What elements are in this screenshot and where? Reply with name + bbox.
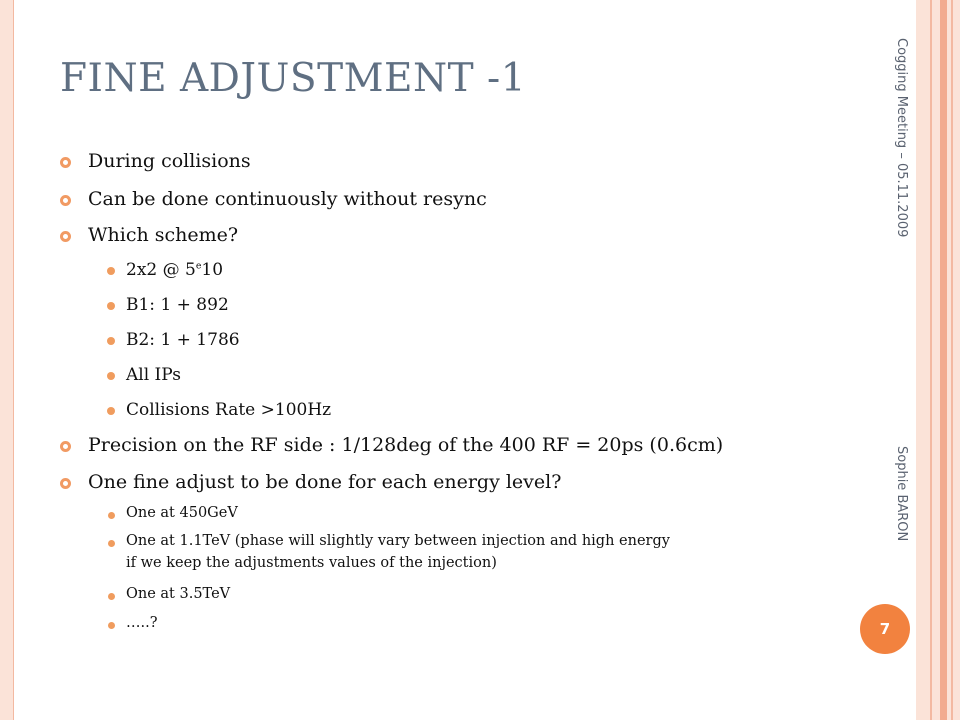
bullet-dot-icon: [108, 593, 115, 600]
slide-title: FINE ADJUSTMENT -1: [60, 56, 527, 101]
right-frame-stripe: [940, 0, 947, 720]
bullet-dot-icon: [107, 407, 115, 415]
bullet-item: During collisions: [88, 150, 251, 172]
bullet-ring-icon: [60, 195, 71, 206]
bullet-item: B2: 1 + 1786: [126, 330, 240, 350]
right-frame-stripe: [930, 0, 932, 720]
bullet-item: …..?: [126, 615, 158, 631]
bullet-ring-icon: [60, 478, 71, 489]
bullet-item-line: One at 1.1TeV (phase will slightly vary between injection and high energy: [126, 533, 670, 549]
bullet-item: All IPs: [126, 365, 181, 385]
bullet-dot-icon: [107, 337, 115, 345]
bullet-item: Can be done continuously without resync: [88, 188, 487, 210]
bullet-text: 2x2 @ 5: [126, 260, 196, 280]
bullet-dot-icon: [107, 372, 115, 380]
bullet-item: [126, 260, 223, 280]
bullet-item: One fine adjust to be done for each energy level?: [88, 471, 562, 493]
bullet-dot-icon: [108, 540, 115, 547]
bullet-item: One at 3.5TeV: [126, 586, 231, 602]
bullet-dot-icon: [108, 512, 115, 519]
bullet-superscript: e: [195, 260, 202, 272]
bullet-item: Which scheme?: [88, 224, 239, 246]
page-number: 7: [879, 620, 891, 638]
bullet-text: 10: [201, 260, 224, 280]
bullet-ring-icon: [60, 231, 71, 242]
right-frame-band: [916, 0, 960, 720]
side-meeting-date: Cogging Meeting – 05.11.2009: [894, 38, 909, 238]
bullet-ring-icon: [60, 157, 71, 168]
bullet-item: Precision on the RF side : 1/128deg of the 400 RF = 20ps (0.6cm): [88, 434, 724, 456]
bullet-item: One at 450GeV: [126, 505, 238, 521]
bullet-dot-icon: [108, 622, 115, 629]
left-frame-line: [13, 0, 14, 720]
bullet-item: B1: 1 + 892: [126, 295, 229, 315]
right-frame-stripe: [951, 0, 953, 720]
bullet-item-line: if we keep the adjustments values of the injection): [126, 555, 497, 571]
bullet-dot-icon: [107, 267, 115, 275]
left-frame-band: [0, 0, 13, 720]
page-number-badge: [860, 604, 910, 654]
bullet-dot-icon: [107, 302, 115, 310]
bullet-ring-icon: [60, 441, 71, 452]
bullet-item: Collisions Rate >100Hz: [126, 400, 332, 420]
side-author: Sophie BARON: [894, 446, 909, 542]
